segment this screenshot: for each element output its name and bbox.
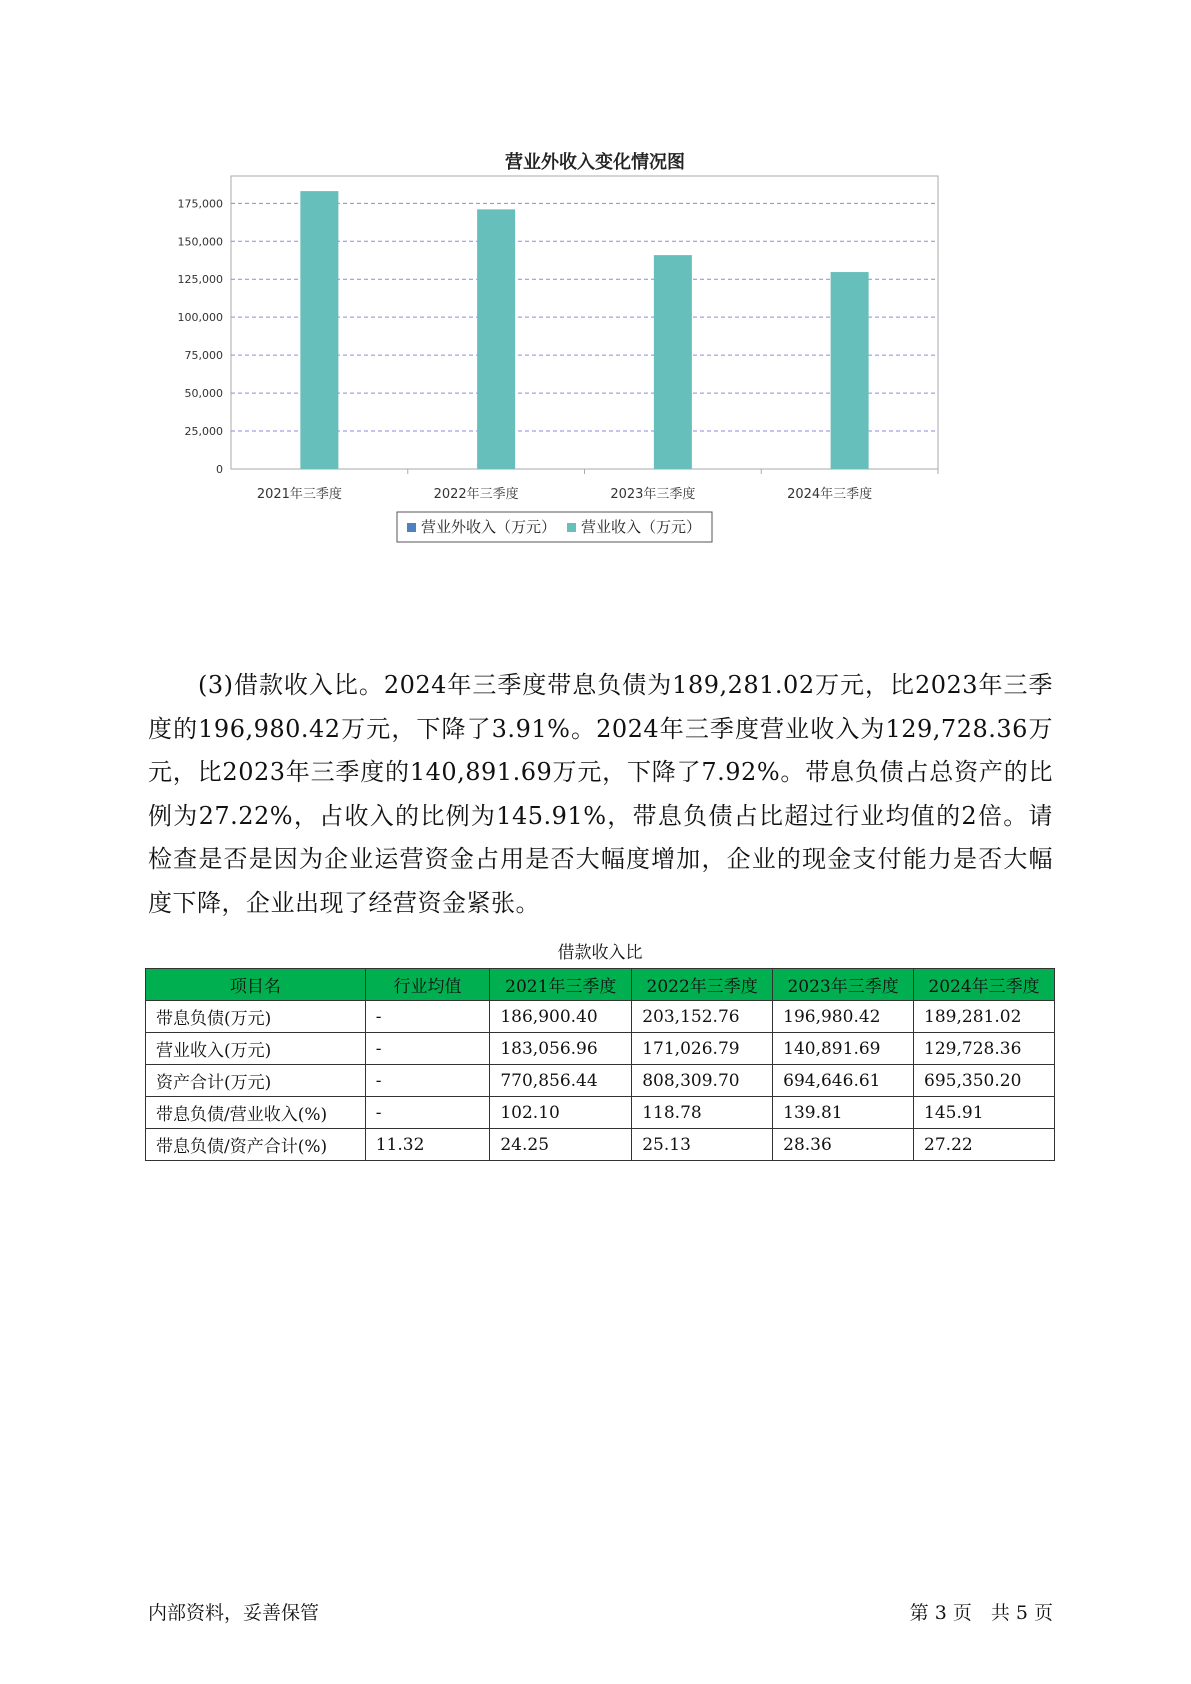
table-cell: 25.13 bbox=[632, 1129, 773, 1161]
table-cell: - bbox=[365, 1097, 490, 1129]
table-cell: 694,646.61 bbox=[773, 1065, 914, 1097]
table-cell: 带息负债(万元) bbox=[146, 1001, 366, 1033]
y-tick-label: 175,000 bbox=[177, 197, 223, 211]
table-cell: 171,026.79 bbox=[632, 1033, 773, 1065]
legend bbox=[397, 512, 712, 542]
table-cell: 695,350.20 bbox=[914, 1065, 1055, 1097]
x-tick-label: 2024年三季度 bbox=[787, 487, 873, 502]
legend-swatch bbox=[407, 523, 416, 532]
table-cell: 118.78 bbox=[632, 1097, 773, 1129]
table-cell: 营业收入(万元) bbox=[146, 1033, 366, 1065]
table-cell: 196,980.42 bbox=[773, 1001, 914, 1033]
header-2021q3: 2021年三季度 bbox=[490, 969, 632, 1001]
y-tick-label: 100,000 bbox=[177, 311, 223, 325]
table-cell: 带息负债/资产合计(%) bbox=[146, 1129, 366, 1161]
bar bbox=[300, 191, 338, 469]
table-cell: 189,281.02 bbox=[914, 1001, 1055, 1033]
table-header-row bbox=[146, 969, 1055, 1001]
y-tick-label: 125,000 bbox=[177, 273, 223, 287]
header-item-name: 项目名 bbox=[146, 969, 366, 1001]
table-cell: 145.91 bbox=[914, 1097, 1055, 1129]
table-row bbox=[146, 1065, 1055, 1097]
bar-chart bbox=[150, 140, 1040, 600]
table-cell: 27.22 bbox=[914, 1129, 1055, 1161]
table-cell: 102.10 bbox=[490, 1097, 632, 1129]
header-2022q3: 2022年三季度 bbox=[632, 969, 773, 1001]
footer-note: 内部资料，妥善保管 bbox=[148, 1602, 320, 1624]
x-tick-label: 2023年三季度 bbox=[610, 487, 696, 502]
bar bbox=[831, 272, 869, 469]
page-number: 第 3 页 共 5 页 bbox=[909, 1602, 1053, 1624]
table-cell: 139.81 bbox=[773, 1097, 914, 1129]
table-cell: - bbox=[365, 1033, 490, 1065]
table-cell: 11.32 bbox=[365, 1129, 490, 1161]
table-caption: 借款收入比 bbox=[557, 943, 643, 963]
y-tick-label: 150,000 bbox=[177, 235, 223, 249]
table-cell: 186,900.40 bbox=[490, 1001, 632, 1033]
bar bbox=[654, 255, 692, 469]
table-row bbox=[146, 1129, 1055, 1161]
header-industry-avg: 行业均值 bbox=[365, 969, 490, 1001]
y-tick-label: 0 bbox=[216, 463, 223, 476]
table-cell: 140,891.69 bbox=[773, 1033, 914, 1065]
table-cell: - bbox=[365, 1001, 490, 1033]
header-2024q3: 2024年三季度 bbox=[914, 969, 1055, 1001]
header-2023q3: 2023年三季度 bbox=[773, 969, 914, 1001]
table-cell: 24.25 bbox=[490, 1129, 632, 1161]
y-tick-label: 75,000 bbox=[184, 349, 223, 363]
data-table bbox=[145, 968, 1055, 1161]
table-row bbox=[146, 1033, 1055, 1065]
table-cell: 183,056.96 bbox=[490, 1033, 632, 1065]
chart-svg bbox=[150, 140, 1040, 600]
x-tick-label: 2021年三季度 bbox=[256, 487, 342, 502]
y-tick-label: 50,000 bbox=[184, 387, 223, 401]
table-cell: 带息负债/营业收入(%) bbox=[146, 1097, 366, 1129]
table-cell: 28.36 bbox=[773, 1129, 914, 1161]
table-cell: 770,856.44 bbox=[490, 1065, 632, 1097]
legend-label: 营业外收入（万元） bbox=[421, 518, 557, 536]
chart-title: 营业外收入变化情况图 bbox=[505, 152, 685, 173]
table-cell: 808,309.70 bbox=[632, 1065, 773, 1097]
table-row bbox=[146, 1097, 1055, 1129]
legend-swatch bbox=[567, 523, 576, 532]
table-cell: - bbox=[365, 1065, 490, 1097]
y-tick-label: 25,000 bbox=[184, 425, 223, 439]
table-cell: 129,728.36 bbox=[914, 1033, 1055, 1065]
table-row bbox=[146, 1001, 1055, 1033]
bar bbox=[477, 209, 515, 469]
table-cell: 资产合计(万元) bbox=[146, 1065, 366, 1097]
table-cell: 203,152.76 bbox=[632, 1001, 773, 1033]
x-tick-label: 2022年三季度 bbox=[433, 487, 519, 502]
body-paragraph: (3)借款收入比。2024年三季度带息负债为189,281.02万元，比2023年三季度的196,980.42万元，下降了3.91%。2024年三季度营业收入为129,728.36万元，比2023年三季度的140,891.69万元，下降了7.92%。带息负债占总资产的比例为27.22%，占收入的比例为145.91%，带息负债占比超过行业均值的2倍。请检查是否是因为企业运营资金占用是否大幅度增加，企业的现金支付能力是否大幅度下降，企业出现了经营资金紧张。 bbox=[148, 671, 1053, 917]
legend-label: 营业收入（万元） bbox=[581, 518, 702, 536]
